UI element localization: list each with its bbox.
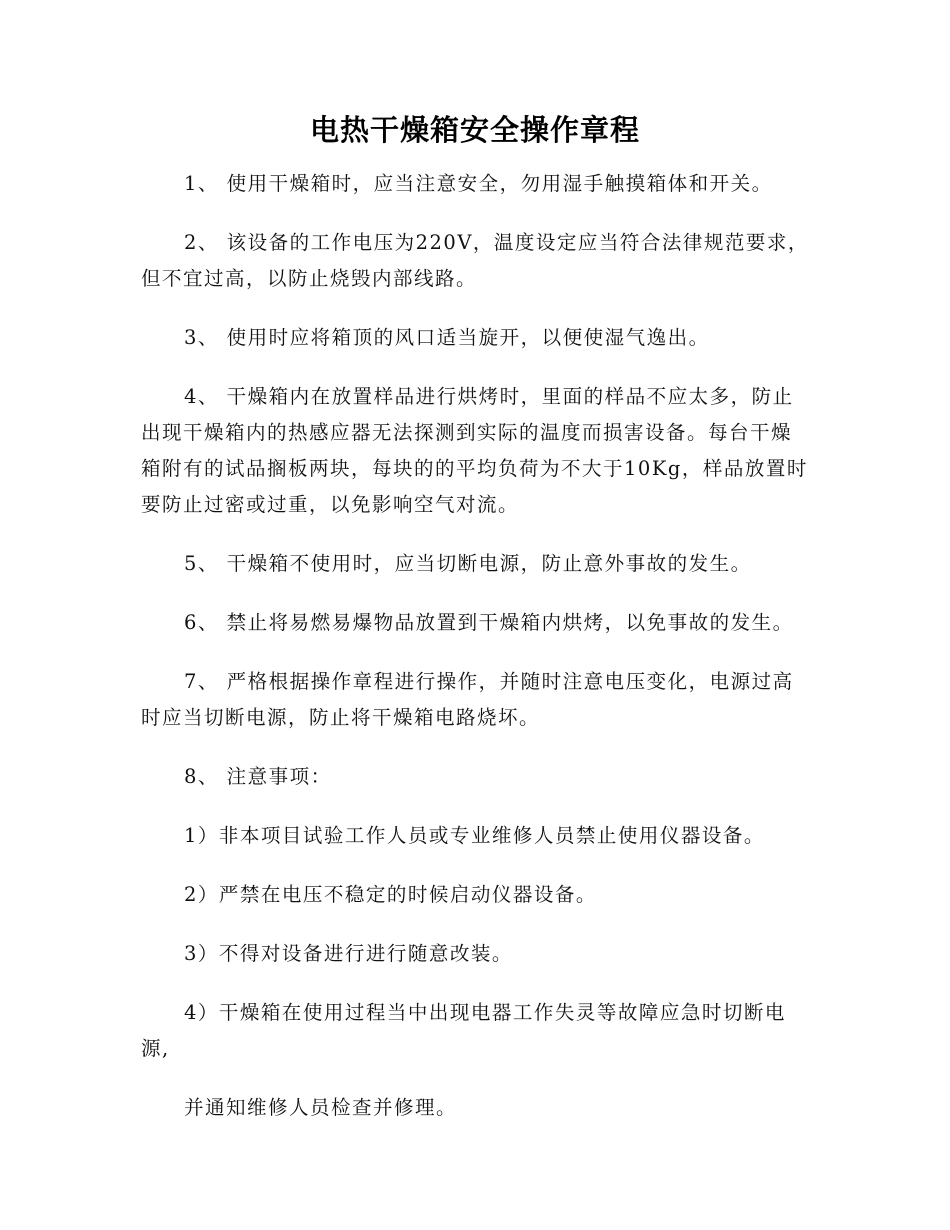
paragraph-6: 6、 禁止将易燃易爆物品放置到干燥箱内烘烤，以免事故的发生。 xyxy=(184,611,794,634)
page-title: 电热干燥箱安全操作章程 xyxy=(309,113,640,147)
paragraph-4: 4、 干燥箱内在放置样品进行烘烤时，里面的样品不应太多，防止出现干燥箱内的热感应器无法探测到实际的温度而损害设备。每台干燥箱附有的试品搁板两块，每块的的平均负荷为不大于10Kg，样品放置时要防止过密或过重，以免影响空气对流。 xyxy=(141,385,808,516)
notice-item-2: 2）严禁在电压不稳定的时候启动仪器设备。 xyxy=(184,883,597,906)
notice-item-1: 1）非本项目试验工作人员或专业维修人员禁止使用仪器设备。 xyxy=(184,824,765,847)
notice-item-3: 3）不得对设备进行进行随意改装。 xyxy=(184,942,513,965)
paragraph-8-heading: 8、 注意事项： xyxy=(184,765,332,788)
document-body xyxy=(141,166,811,1149)
notice-item-4-continuation: 并通知维修人员检查并修理。 xyxy=(184,1096,458,1119)
paragraph-1: 1、 使用干燥箱时，应当注意安全，勿用湿手触摸箱体和开关。 xyxy=(184,172,773,195)
paragraph-3: 3、 使用时应将箱顶的风口适当旋开，以便使湿气逸出。 xyxy=(184,326,710,349)
notice-item-4: 4）干燥箱在使用过程当中出现电器工作失灵等故障应急时切断电源, xyxy=(141,1001,786,1060)
paragraph-7: 7、 严格根据操作章程进行操作，并随时注意电压变化，电源过高时应当切断电源，防止将干燥箱电路烧坏。 xyxy=(141,670,794,729)
paragraph-2: 2、 该设备的工作电压为220V，温度设定应当符合法律规范要求，但不宜过高，以防止烧毁内部线路。 xyxy=(141,231,809,290)
paragraph-5: 5、 干燥箱不使用时，应当切断电源，防止意外事故的发生。 xyxy=(184,552,752,575)
